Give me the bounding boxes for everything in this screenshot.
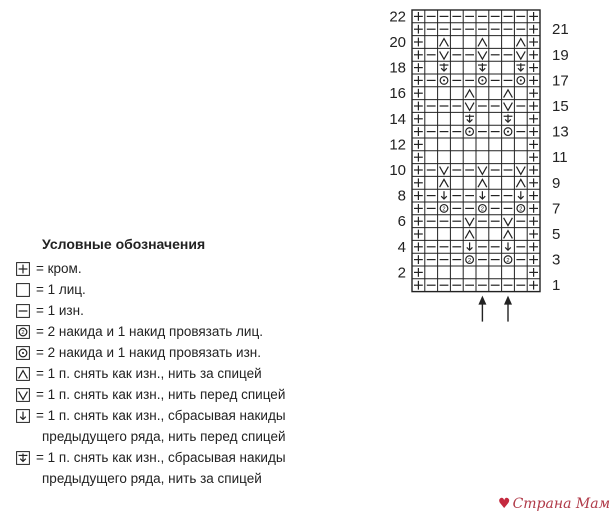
svg-text:2: 2 [467, 257, 472, 264]
row-label-left: 18 [389, 59, 406, 77]
chart-cell-slip-back [478, 179, 487, 187]
chart-cell-edge [529, 25, 538, 34]
legend-item-label: = 1 п. снять как изн., сбрасывая накиды [36, 450, 286, 465]
chart-cell-drop-back [504, 114, 513, 122]
chart-cell-drop-back [478, 63, 487, 71]
legend-item-label: = 2 накида и 1 накид провязать лиц. [36, 324, 263, 339]
chart-cell-edge [529, 38, 538, 47]
repeat-arrow-icon [478, 296, 486, 322]
heart-icon: ♥ [498, 496, 511, 512]
legend-item-label: = 1 п. снять как изн., нить за спицей [36, 366, 262, 381]
chart-cell-drop-front [467, 242, 473, 250]
chart-cell-edge [414, 153, 423, 162]
legend-item-label: = 2 накида и 1 накид провязать изн. [36, 345, 261, 360]
row-label-left: 20 [389, 34, 406, 51]
double-yarn-over-purl-icon [16, 346, 30, 360]
chart-cell-edge [414, 102, 423, 111]
knit-stitch-icon [16, 283, 30, 297]
legend-item-label: = 1 изн. [36, 303, 84, 318]
chart-cell-slip-back [504, 231, 513, 239]
chart-cell-yo2-purl [504, 128, 512, 136]
chart-cell-edge [414, 230, 423, 239]
chart-cell-edge [414, 242, 423, 251]
chart-grid [412, 10, 540, 292]
chart-cell-slip-back [465, 90, 474, 98]
chart-cell-edge [414, 76, 423, 85]
svg-text:2: 2 [480, 206, 485, 213]
legend-item-continuation: предыдущего ряда, нить перед спицей [42, 429, 286, 444]
chart-cell-slip-front [440, 51, 449, 59]
svg-text:2: 2 [442, 206, 446, 213]
chart-cell-yo2-purl [517, 77, 525, 85]
watermark-text: Страна Мам [512, 496, 610, 512]
repeat-arrows [478, 296, 512, 322]
chart-cell-edge [414, 89, 423, 98]
watermark-logo [498, 496, 610, 512]
chart-cell-edge [529, 268, 538, 277]
chart-cell-edge [414, 217, 423, 226]
chart-cell-edge [529, 12, 538, 21]
row-label-right: 13 [552, 123, 569, 141]
legend-item-label: = кром. [36, 261, 82, 276]
chart-cell-edge [414, 255, 423, 264]
chart-cell-yo2-knit [440, 205, 448, 213]
legend-item-slip-back [16, 363, 376, 384]
chart-cell-yo2-knit [517, 205, 525, 213]
legend-item-knit [16, 279, 376, 300]
chart-cell-slip-back [440, 179, 449, 187]
drop-yarn-overs-back-icon [16, 451, 30, 465]
legend-item-purl [16, 300, 376, 321]
chart-cell-edge [414, 178, 423, 187]
slip-yarn-front-icon [16, 388, 30, 402]
chart-cell-drop-front [505, 242, 511, 250]
legend-item-drop-front [16, 405, 376, 426]
chart-cell-slip-front [440, 167, 449, 175]
chart-cell-edge [414, 166, 423, 175]
row-label-right: 9 [552, 174, 561, 192]
chart-cell-edge [414, 50, 423, 59]
chart-cell-slip-front [516, 167, 525, 175]
chart-cell-edge [529, 140, 538, 149]
legend-title: Условные обозначения [42, 236, 206, 252]
legend-item-yo2-purl [16, 342, 376, 363]
row-label-right: 1 [552, 277, 561, 295]
chart-cell-edge [414, 12, 423, 21]
legend-item-yo2-knit [16, 321, 376, 342]
chart-cell-slip-front [478, 51, 487, 59]
chart-cell-yo2-purl [440, 77, 448, 85]
row-label-right: 21 [552, 21, 569, 39]
chart-cell-edge [529, 63, 538, 72]
chart-cell-edge [529, 89, 538, 98]
purl-stitch-icon [16, 304, 30, 318]
row-label-left: 22 [389, 8, 406, 26]
chart-cell-edge [529, 242, 538, 251]
chart-cell-yo2-purl [479, 77, 487, 85]
row-label-right: 17 [552, 72, 569, 90]
chart-cell-edge [529, 217, 538, 226]
chart-cell-edge [414, 25, 423, 34]
edge-stitch-icon [16, 262, 30, 276]
row-label-right: 11 [552, 149, 568, 167]
chart-cell-yo2-purl [466, 128, 474, 136]
legend-item-label: = 1 п. снять как изн., сбрасывая накиды [36, 408, 286, 423]
chart-cell-edge [529, 102, 538, 111]
chart-cell-edge [414, 114, 423, 123]
legend-item-slip-front [16, 384, 376, 405]
legend-item-label: = 1 лиц. [36, 282, 86, 297]
chart-cell-slip-front [516, 51, 525, 59]
chart-cell-edge [529, 153, 538, 162]
legend-item-drop-back [16, 447, 376, 468]
chart-cell-edge [414, 204, 423, 213]
chart-cell-slip-back [465, 231, 474, 239]
row-label-right: 15 [552, 98, 569, 115]
slip-yarn-back-icon [16, 367, 30, 381]
chart-cell-slip-back [504, 90, 513, 98]
row-label-left: 2 [397, 264, 406, 282]
chart-cell-edge [414, 191, 423, 200]
chart-cell-slip-back [440, 39, 449, 47]
chart-cell-drop-front [518, 191, 524, 199]
chart-cell-drop-back [516, 63, 525, 71]
double-yarn-over-knit-icon [16, 325, 30, 339]
chart-cell-edge [529, 127, 538, 136]
chart-cell-edge [414, 281, 423, 290]
chart-cell-slip-front [478, 167, 487, 175]
chart-cell-drop-front [480, 191, 486, 199]
chart-cell-slip-back [478, 39, 487, 47]
row-label-right: 3 [552, 251, 561, 269]
chart-cell-edge [529, 191, 538, 200]
chart-cell-edge [529, 281, 538, 290]
repeat-arrow-icon [504, 296, 512, 322]
chart-cell-edge [529, 255, 538, 264]
chart-cell-edge [414, 268, 423, 277]
svg-text:2: 2 [21, 329, 25, 336]
legend-item-edge [16, 258, 376, 279]
chart-cell-slip-front [504, 103, 513, 111]
legend-item-continuation: предыдущего ряда, нить за спицей [42, 471, 262, 486]
chart-cell-edge [529, 50, 538, 59]
row-label-left: 10 [389, 162, 406, 179]
chart-cell-slip-front [504, 218, 513, 226]
chart-cell-drop-back [440, 63, 449, 71]
chart-cell-drop-front [441, 191, 447, 199]
drop-yarn-overs-front-icon [16, 409, 30, 423]
svg-text:2: 2 [519, 206, 523, 213]
chart-cell-yo2-knit [479, 205, 487, 213]
svg-text:2: 2 [506, 257, 510, 264]
chart-cell-yo2-knit [466, 256, 474, 264]
row-label-left: 8 [397, 187, 406, 205]
chart-cell-slip-back [516, 179, 525, 187]
chart-cell-edge [529, 230, 538, 239]
row-label-right: 7 [552, 200, 561, 218]
chart-cell-slip-back [516, 39, 525, 47]
chart-cell-drop-back [465, 114, 474, 122]
chart-cell-edge [414, 127, 423, 136]
chart-cell-edge [414, 140, 423, 149]
legend [16, 236, 376, 489]
row-label-right: 5 [552, 226, 561, 243]
chart-cell-slip-front [465, 218, 474, 226]
row-label-right: 19 [552, 46, 569, 64]
chart-cell-edge [529, 166, 538, 175]
chart-cell-edge [414, 63, 423, 72]
row-label-left: 16 [389, 85, 406, 103]
chart-cell-edge [529, 76, 538, 85]
chart-cell-edge [529, 114, 538, 123]
chart-cell-edge [414, 38, 423, 47]
chart-cell-edge [529, 204, 538, 213]
chart-cell-slip-front [465, 103, 474, 111]
chart-cell-edge [529, 178, 538, 187]
row-label-left: 12 [389, 136, 406, 154]
chart-cell-yo2-knit [504, 256, 512, 264]
row-label-left: 4 [397, 238, 406, 256]
row-label-left: 14 [389, 110, 406, 128]
legend-item-label: = 1 п. снять как изн., нить перед спицей [36, 387, 286, 402]
row-label-left: 6 [397, 213, 406, 231]
